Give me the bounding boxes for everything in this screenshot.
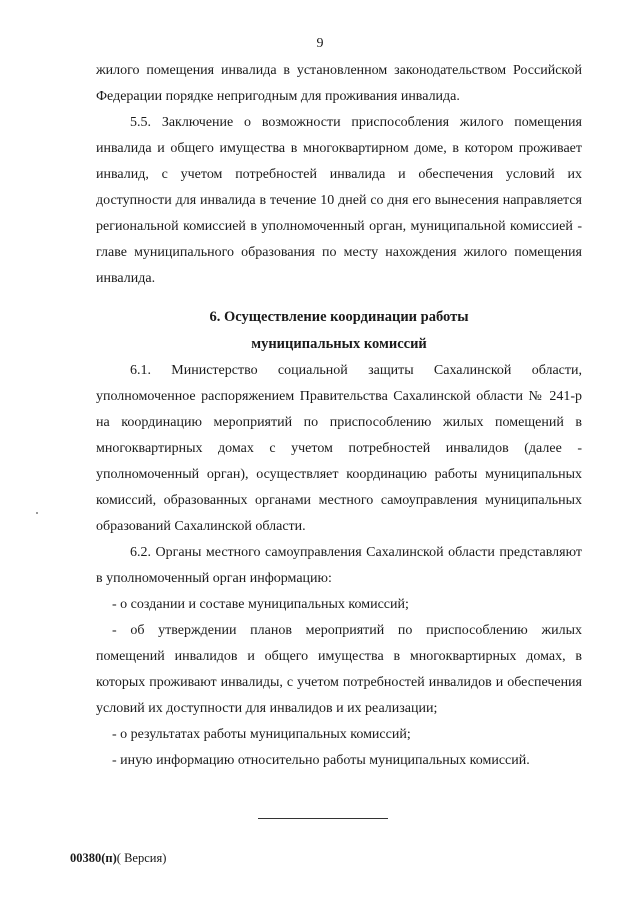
footer-code: 00380(п) bbox=[70, 851, 117, 865]
list-item: - о результатах работы муниципальных комиссий; bbox=[112, 727, 411, 742]
list-item: - о создании и составе муниципальных комиссий; bbox=[112, 597, 409, 612]
closing-divider-line bbox=[258, 818, 388, 819]
section-heading-line1: 6. Осуществление координации работы bbox=[209, 309, 469, 325]
list-item: - об утверждении планов мероприятий по приспособлению жилых помещений инвалидов и общего имущества в многоквартирных домах, в которых проживают инвалиды, с учетом потребностей инвалидов и обеспечения условий их доступности для инвалидов и их реализации; bbox=[96, 623, 582, 716]
scan-speck bbox=[36, 512, 38, 514]
document-body bbox=[96, 58, 582, 774]
paragraph-6-1: 6.1. Министерство социальной защиты Сахалинской области, уполномоченное распоряжением Правительства Сахалинской области № 241-р на координацию мероприятий по приспособлению жилых помещений в многоквартирных домах с учетом потребностей инвалидов (далее - уполномоченный орган), осуществляет координацию работы муниципальных комиссий, образованных органами местного самоуправления муниципальных образований Сахалинской области. bbox=[96, 363, 582, 534]
paragraph-5-5: 5.5. Заключение о возможности приспособления жилого помещения инвалида и общего имущества в многоквартирном доме, в котором проживает инвалид, с учетом потребностей инвалида и обеспечения условий их доступности для инвалида в течение 10 дней со дня его вынесения направляется региональной комиссией в уполномоченный орган, муниципальной комиссией - главе муниципального образования по месту нахождения жилого помещения инвалида. bbox=[96, 115, 582, 286]
footer-version: ( Версия) bbox=[116, 851, 167, 865]
list-item: - иную информацию относительно работы муниципальных комиссий. bbox=[112, 753, 530, 768]
footer-document-code bbox=[70, 851, 166, 866]
section-heading-line2: муниципальных комиссий bbox=[251, 336, 427, 352]
paragraph-6-2: 6.2. Органы местного самоуправления Сахалинской области представляют в уполномоченный орган информацию: bbox=[96, 545, 582, 586]
spacer bbox=[96, 292, 582, 304]
page-number: 9 bbox=[316, 36, 324, 51]
paragraph-continuation: жилого помещения инвалида в установленном законодательством Российской Федерации порядке непригодным для проживания инвалида. bbox=[96, 63, 582, 104]
